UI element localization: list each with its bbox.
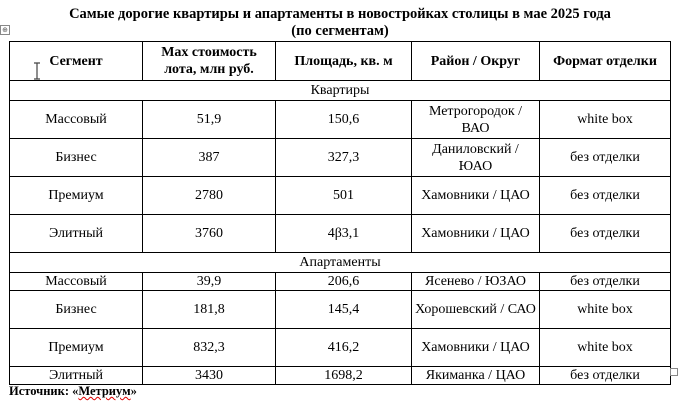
cell-segment: Массовый (10, 273, 143, 291)
table-title (0, 6, 680, 40)
table-row (10, 177, 671, 215)
cell-area: 4β3,1 (276, 215, 412, 253)
cell-segment: Премиум (10, 329, 143, 367)
cell-area: 501 (276, 177, 412, 215)
cell-segment: Премиум (10, 177, 143, 215)
cell-price: 39,9 (143, 273, 276, 291)
cell-segment: Элитный (10, 215, 143, 253)
cell-finish: без отделки (540, 367, 671, 385)
header-district: Район / Округ (412, 42, 540, 81)
cell-price: 181,8 (143, 291, 276, 329)
header-area: Площадь, кв. м (276, 42, 412, 81)
table-row (10, 101, 671, 139)
cell-area: 150,6 (276, 101, 412, 139)
section-label: Апартаменты (10, 253, 671, 273)
cell-area: 416,2 (276, 329, 412, 367)
title-line-1: Самые дорогие квартиры и апартаменты в новостройках столицы в мае 2025 года (69, 6, 611, 22)
cell-district: Якиманка / ЦАО (412, 367, 540, 385)
source-name: Метриум (78, 384, 131, 398)
cell-price: 387 (143, 139, 276, 177)
table-row (10, 273, 671, 291)
data-table (9, 41, 671, 385)
cell-district: Хамовники / ЦАО (412, 329, 540, 367)
source-label: Источник: « (9, 384, 79, 398)
cell-segment: Элитный (10, 367, 143, 385)
table-resize-handle[interactable] (670, 368, 678, 376)
cell-finish: white box (540, 101, 671, 139)
cell-price: 3760 (143, 215, 276, 253)
title-line-2: (по сегментам) (291, 23, 389, 39)
cell-segment: Бизнес (10, 291, 143, 329)
cell-district: Хамовники / ЦАО (412, 177, 540, 215)
cell-district: Хорошевский / САО (412, 291, 540, 329)
cell-area: 1698,2 (276, 367, 412, 385)
cell-price: 51,9 (143, 101, 276, 139)
cell-district: Метрогородок / ВАО (412, 101, 540, 139)
header-finish: Формат отделки (540, 42, 671, 81)
section-row-apartamenty (10, 253, 671, 273)
table-move-handle-icon[interactable]: ⊕ (0, 25, 10, 35)
table-row (10, 139, 671, 177)
source-note (9, 384, 137, 399)
cell-area: 145,4 (276, 291, 412, 329)
header-price: Max стоимость лота, млн руб. (143, 42, 276, 81)
table-row (10, 367, 671, 385)
header-segment: Сегмент (10, 42, 143, 81)
table-row (10, 329, 671, 367)
cell-price: 3430 (143, 367, 276, 385)
cell-area: 206,6 (276, 273, 412, 291)
table-row (10, 215, 671, 253)
cell-finish: без отделки (540, 139, 671, 177)
cell-finish: без отделки (540, 273, 671, 291)
cell-finish: white box (540, 329, 671, 367)
section-row-kvartiry (10, 81, 671, 101)
cell-district: Даниловский / ЮАО (412, 139, 540, 177)
cell-district: Хамовники / ЦАО (412, 215, 540, 253)
cell-finish: без отделки (540, 215, 671, 253)
cell-price: 832,3 (143, 329, 276, 367)
cell-segment: Массовый (10, 101, 143, 139)
section-label: Квартиры (10, 81, 671, 101)
cell-district: Ясенево / ЮЗАО (412, 273, 540, 291)
header-row (10, 42, 671, 81)
cell-finish: без отделки (540, 177, 671, 215)
table-row (10, 291, 671, 329)
cell-finish: white box (540, 291, 671, 329)
cell-segment: Бизнес (10, 139, 143, 177)
cell-price: 2780 (143, 177, 276, 215)
source-end: » (130, 384, 137, 398)
cell-area: 327,3 (276, 139, 412, 177)
